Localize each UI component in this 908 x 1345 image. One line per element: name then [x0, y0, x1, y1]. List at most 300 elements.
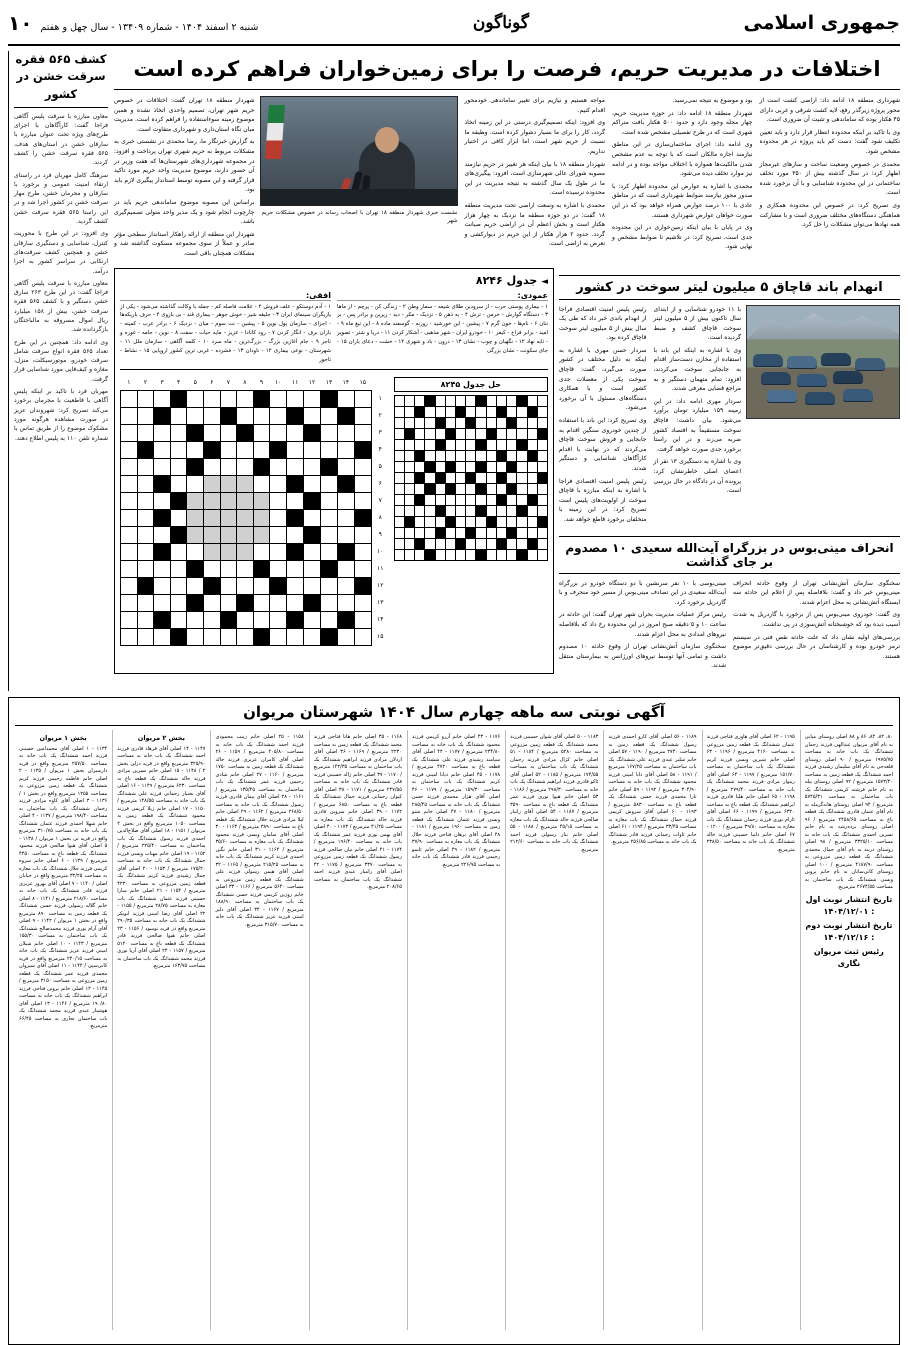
lead-region — [114, 96, 900, 262]
crossword-cell[interactable] — [187, 390, 204, 407]
crossword-cell[interactable] — [137, 424, 154, 441]
crossword-cell[interactable] — [354, 560, 371, 577]
upper-section — [8, 51, 900, 691]
crossword-col-number: ۷ — [226, 378, 230, 386]
crossword-cell[interactable] — [137, 611, 154, 628]
crossword-cell[interactable] — [220, 390, 237, 407]
solution-cell — [425, 505, 435, 516]
solution-cell — [435, 494, 445, 505]
solution-cell — [415, 516, 425, 527]
confiscated-vehicles-photo — [746, 305, 900, 419]
crossword-cell[interactable] — [270, 475, 287, 492]
crossword-cell[interactable] — [270, 424, 287, 441]
solution-cell — [404, 472, 414, 483]
sidebar — [8, 51, 108, 691]
crossword-block-cell — [354, 509, 371, 526]
crossword-cell[interactable] — [304, 509, 321, 526]
crossword-cell[interactable] — [253, 577, 270, 594]
solution-cell — [394, 428, 404, 439]
crossword-row — [121, 492, 389, 509]
solution-block-cell — [496, 450, 506, 461]
solution-cell — [486, 439, 496, 450]
crossword-cell[interactable] — [320, 407, 337, 424]
notice-signature: رئیس ثبت مریوان نگاری — [813, 946, 884, 968]
solution-cell — [404, 450, 414, 461]
crossword-cell[interactable] — [154, 628, 171, 645]
crossword-cell[interactable] — [237, 441, 254, 458]
crossword-block-cell — [253, 458, 270, 475]
solution-cell — [476, 516, 486, 527]
crossword-cell[interactable] — [270, 560, 287, 577]
crossword-grid-wrap[interactable] — [120, 375, 389, 646]
crossword-cell[interactable] — [253, 611, 270, 628]
solution-cell — [486, 472, 496, 483]
crossword-cell[interactable] — [270, 543, 287, 560]
lead-column-2: مواجه هستیم و نیازیم برای تغییر ساماندهی خودمحور اقدام کنیم. وی افزود: اینکه تصمیم‌گیری درستی در این زمینه اتخاذ گردد، کار را برای ما بسیار دشوار کرده است. وظیفه ما نسبت از حریم شهر است، اما ابزار کافی در اختیار نداریم. شهردار منطقه ۱۸ با بیان اینکه هر تغییر در حریم نیازمند مصوبه شورای عالی شهرسازی است، افزود: پیگیری‌های ما در طول یک سال گذشته به نتیجه مدیریت در این محدوده نرسیده است. محمدی با اشاره به وسعت اراضی تحت مدیریت منطقه ۱۸ گفت: در دو حوزه منطقه ما نزدیک به چهار هزار هکتار است و بخش اعظم آن در اراضی حریم صیانت گردد. حدود ۲ هزار هکتار از این حریم در دیوارکشی و تعرض به اراضی است. — [464, 97, 605, 248]
crossword-block-cell — [354, 441, 371, 458]
solution-cell — [537, 527, 547, 538]
crossword-shaded-cell[interactable] — [220, 526, 237, 543]
crossword-cell[interactable] — [237, 407, 254, 424]
crossword-cell[interactable] — [137, 526, 154, 543]
solution-cell — [476, 406, 486, 417]
solution-cell — [486, 450, 496, 461]
solution-cell — [456, 505, 466, 516]
lead-column-3: بود و موضوع به نتیجه نمی‌رسید. شهردار منطقه ۱۸ ادامه داد: در حوزه مدیریت حریم، چهار محله وجود دارد و حدود ۵۰۰ هکتار بافت متراکم شهری است که در طرح تفصیلی مشخص شده است. وی ادامه داد: اجرای ساختمان‌سازی در این مناطق نیازمند اجازه مالکان است که با توجه به عدم مشخص شدن مالکیت‌ها همواره با اختلاف مواجه بوده و در ادامه نیز موارد تخلف دیده می‌شود. محمدی با اشاره به عوارض این محدوده اظهار کرد: با صدور مجوز نیازمند ضوابط شهرداری است که در مناطق عادی با ۱۰۰ درصد عوارض همراه خواهد بود که در این صورت خواهان عوارض شهرداری هستند. وی در پایان با بیان اینکه زمین‌خواری در این محدوده جدی است، تصریح کرد: در تلاشیم تا ضوابط مشخص و نهایی شود. — [612, 97, 753, 251]
crossword-cell[interactable] — [287, 390, 304, 407]
crossword-cell[interactable] — [203, 390, 220, 407]
crossword-cell[interactable] — [170, 543, 187, 560]
solution-block-cell — [456, 538, 466, 549]
crossword-cell[interactable] — [320, 594, 337, 611]
crossword-cell[interactable] — [320, 526, 337, 543]
crossword-cell[interactable] — [337, 424, 354, 441]
crossword-cell[interactable] — [170, 577, 187, 594]
crossword-shaded-cell[interactable] — [237, 492, 254, 509]
solution-cell — [507, 450, 517, 461]
crossword-cell[interactable] — [121, 390, 138, 407]
crossword-cell[interactable] — [187, 441, 204, 458]
solution-cell — [517, 527, 527, 538]
crossword-cell[interactable] — [220, 577, 237, 594]
crossword-shaded-cell[interactable] — [220, 543, 237, 560]
crossword-shaded-cell[interactable] — [237, 543, 254, 560]
crossword-col-number: ۱ — [127, 378, 131, 386]
crossword-cell[interactable] — [304, 390, 321, 407]
solution-block-cell — [527, 450, 537, 461]
crossword-cell[interactable] — [137, 390, 154, 407]
crossword-cell[interactable] — [154, 458, 171, 475]
crossword-cell[interactable] — [253, 441, 270, 458]
solution-block-cell — [435, 505, 445, 516]
solution-cell — [537, 439, 547, 450]
solution-cell — [404, 494, 414, 505]
solution-cell — [507, 505, 517, 516]
solution-block-cell — [507, 461, 517, 472]
crossword-shaded-cell[interactable] — [237, 475, 254, 492]
crossword-cell[interactable] — [203, 458, 220, 475]
crossword-cell[interactable] — [354, 458, 371, 475]
crossword-cell[interactable] — [287, 577, 304, 594]
crossword-cell[interactable] — [270, 407, 287, 424]
crossword-block-cell — [170, 628, 187, 645]
solution-cell — [456, 395, 466, 406]
crossword-cell[interactable] — [237, 560, 254, 577]
crossword-cell[interactable] — [354, 628, 371, 645]
solution-cell — [517, 450, 527, 461]
crossword-cell[interactable] — [121, 594, 138, 611]
crossword-shaded-cell[interactable] — [203, 509, 220, 526]
crossword-block-cell — [187, 458, 204, 475]
crossword-cell[interactable] — [121, 458, 138, 475]
crossword-col-number: ۱۴ — [342, 378, 350, 386]
crossword-cell[interactable] — [121, 611, 138, 628]
crossword-cell[interactable] — [304, 543, 321, 560]
crossword-cell[interactable] — [121, 628, 138, 645]
solution-cell — [537, 538, 547, 549]
crossword-cell[interactable] — [137, 509, 154, 526]
solution-block-cell — [517, 439, 527, 450]
crossword-cell[interactable] — [121, 492, 138, 509]
crossword-cell[interactable] — [287, 526, 304, 543]
crossword-cell[interactable] — [237, 390, 254, 407]
crossword-col-number: ۶ — [210, 378, 214, 386]
crossword-cell[interactable] — [170, 441, 187, 458]
solution-cell — [456, 439, 466, 450]
crossword-cell[interactable] — [170, 424, 187, 441]
crossword-cell[interactable] — [270, 628, 287, 645]
crossword-cell[interactable] — [203, 407, 220, 424]
crossword-cell[interactable] — [304, 628, 321, 645]
crossword-cell[interactable] — [287, 424, 304, 441]
crossword-block-cell — [203, 441, 220, 458]
solution-row — [394, 472, 547, 483]
crossword-block-cell — [253, 390, 270, 407]
crossword-cell[interactable] — [337, 458, 354, 475]
crossword-cell[interactable] — [304, 407, 321, 424]
crossword-cell[interactable] — [270, 458, 287, 475]
crossword-cell[interactable] — [354, 424, 371, 441]
solution-block-cell — [435, 527, 445, 538]
solution-cell — [537, 450, 547, 461]
crossword-cell[interactable] — [154, 577, 171, 594]
solution-block-cell — [445, 516, 455, 527]
solution-cell — [394, 450, 404, 461]
solution-cell — [496, 527, 506, 538]
solution-cell — [445, 417, 455, 428]
solution-cell — [527, 549, 537, 560]
crossword-shaded-cell[interactable] — [187, 509, 204, 526]
crossword-shaded-cell[interactable] — [220, 509, 237, 526]
crossword-shaded-cell[interactable] — [253, 492, 270, 509]
crossword-cell[interactable] — [154, 441, 171, 458]
crossword-cell[interactable] — [137, 543, 154, 560]
crossword-cell[interactable] — [354, 492, 371, 509]
sidebar-body: معاون مبارزه با سرقت پلیس آگاهی فراجا گفت: کارآگاهان با اجرای طرح‌های ویژه تحت عنوان مبارزه با سارقان خشن در استان‌های هدف، ۵۶۵ فقره سرقت خشن را کشف کردند. سرهنگ کامل مهربان فرد در راستای ارتقاء امنیت عمومی و برخورد با سارقان و مجرمان خشن، طرح مهار سرقت خشن در کشور اجرا شد و در این راستا ۵۶۵ فقره سرقت خشن کشف گردید. وی افزود: در این طرح با محوریت کنترل، شناسایی و دستگیری سارقان خشن و همچنین کشف سرقت‌های ارتکابی در سراسر کشور به اجرا درآمد. معاون مبارزه با سرقت پلیس آگاهی فراجا گفت: در این طرح ۲۶۳ سارق خشن دستگیر و با کشف ۵۶۵ فقره سرقت خشن، بیش از ۱۵۸ میلیارد ریال اموال مسروقه به مالباختگان بازگردانده شد. وی ادامه داد: همچنین در این طرح تعداد ۵۶۵ فقره انواع سرقت شامل سرقت خودرو، موتورسیکلت، منزل، مغازه و کیف‌قاپی مورد شناسایی قرار گرفت. مهربان فرد با تاکید بر اینکه پلیس آگاهی با قاطعیت با مجرمان برخورد می‌کند تصریح کرد: شهروندان عزیز در صورت مشاهده هرگونه مورد مشکوک موضوع را از طریق تماس با شماره تلفن ۱۱۰ به پلیس اطلاع دهند. — [14, 112, 109, 442]
solution-cell — [435, 395, 445, 406]
crossword-cell[interactable] — [121, 509, 138, 526]
crossword-cell[interactable] — [154, 594, 171, 611]
crossword-shaded-cell[interactable] — [187, 492, 204, 509]
crossword-cell[interactable] — [354, 475, 371, 492]
solution-cell — [527, 395, 537, 406]
solution-cell — [425, 450, 435, 461]
crossword-cell[interactable] — [337, 526, 354, 543]
crossword-cell[interactable] — [203, 560, 220, 577]
crossword-grid[interactable] — [120, 375, 389, 646]
crossword-cell[interactable] — [320, 424, 337, 441]
crossword-cell[interactable] — [320, 441, 337, 458]
solution-cell — [517, 538, 527, 549]
crossword-cell[interactable] — [287, 560, 304, 577]
sidebar-title: کشف ۵۶۵ فقره سرقت خشن در کشور — [14, 51, 108, 108]
solution-cell — [486, 494, 496, 505]
crossword-cell[interactable] — [354, 526, 371, 543]
crossword-cell[interactable] — [121, 475, 138, 492]
crossword-cell[interactable] — [121, 424, 138, 441]
crossword-cell[interactable] — [270, 492, 287, 509]
crossword-cell[interactable] — [187, 628, 204, 645]
crossword-cell[interactable] — [154, 526, 171, 543]
crossword-shaded-cell[interactable] — [203, 492, 220, 509]
crossword-row-number: ۲ — [378, 412, 382, 420]
crossword-cell[interactable] — [220, 424, 237, 441]
crossword-cell[interactable] — [337, 390, 354, 407]
crossword-col-number: ۱۳ — [325, 378, 333, 386]
solution-cell — [537, 505, 547, 516]
crossword-cell[interactable] — [170, 611, 187, 628]
crossword-cell[interactable] — [121, 560, 138, 577]
crossword-cell[interactable] — [270, 390, 287, 407]
crossword-cell[interactable] — [337, 594, 354, 611]
solution-cell — [527, 516, 537, 527]
crossword-cell[interactable] — [237, 577, 254, 594]
crossword-cell[interactable] — [270, 594, 287, 611]
solution-cell — [537, 461, 547, 472]
crossword-cell[interactable] — [237, 458, 254, 475]
crossword-cell[interactable] — [354, 543, 371, 560]
crossword-cell[interactable] — [170, 458, 187, 475]
crossword-row — [121, 611, 389, 628]
solution-cell — [496, 483, 506, 494]
solution-cell — [496, 395, 506, 406]
crossword-cell[interactable] — [154, 492, 171, 509]
solution-cell — [507, 395, 517, 406]
solution-cell — [537, 417, 547, 428]
solution-cell — [456, 461, 466, 472]
crossword-cell[interactable] — [270, 509, 287, 526]
press-conference-photo — [260, 96, 458, 206]
solution-block-cell — [527, 494, 537, 505]
solution-cell — [394, 472, 404, 483]
solution-block-cell — [445, 428, 455, 439]
crossword-cell[interactable] — [320, 509, 337, 526]
crossword-cell[interactable] — [304, 611, 321, 628]
solution-cell — [394, 538, 404, 549]
crossword-shaded-cell[interactable] — [187, 526, 204, 543]
solution-cell — [537, 406, 547, 417]
crossword-cell[interactable] — [170, 475, 187, 492]
crossword-cell[interactable] — [203, 628, 220, 645]
crossword-cell[interactable] — [137, 458, 154, 475]
crossword-cell[interactable] — [170, 560, 187, 577]
solution-block-cell — [415, 406, 425, 417]
crossword-shaded-cell[interactable] — [253, 509, 270, 526]
solution-cell — [517, 472, 527, 483]
crossword-cell[interactable] — [304, 441, 321, 458]
solution-block-cell — [456, 406, 466, 417]
solution-cell — [445, 549, 455, 560]
crossword-cell[interactable] — [337, 628, 354, 645]
crossword-cell[interactable] — [253, 594, 270, 611]
crossword-cell[interactable] — [137, 492, 154, 509]
solution-cell — [517, 417, 527, 428]
crossword-cell[interactable] — [354, 594, 371, 611]
clues-across-text: ۱ - آدم دوستکو - علف فروش ۲ - علامت فاصله کم - جمله با وکالت گذاشته می‌شود - یکی از یاریگران سینمای ایران ۳ - جلیقه شیر - خوش جوهر - بیماری قند - بی بازوی ۴ - حرف باریکه‌ها - اجزای - سازمان پول نوین ۵ - پیشین - نت سوم - میان - نزدیک ۶ - برادر عرب - کمیته - باران برف - انگار کردن ۷ - رود کانادا - عزیز - مایه حیات - سفت ۸ - نوین - جامه - غوره و تاجر ۹ - جام آغازین بزرگ - بزرگ‌ترین - ماه سرد ۱۰ - کلمه آگاهی - سازمان ملل ۱۱ - شهرستان - نوعی بیماری ۱۲ - ناودان ۱۳ - فشرده - غربی ترین کشور اروپایی ۱۵ - نشاط - تاجور — [120, 303, 332, 363]
crossword-shaded-cell[interactable] — [203, 543, 220, 560]
crossword-cell[interactable] — [304, 560, 321, 577]
crossword-cell[interactable] — [287, 441, 304, 458]
sub1-col-2: با ۱۱ خودرو شناسایی و از ابتدای سال تاکنون بیش از ۵ میلیون لیتر سوخت قاچاق کشف و ضبط گردیده است. وی با اشاره به اینکه این باند با استفاده از مخازن دست‌ساز اقدام به جابجایی سوخت می‌کردند، افزود: تمام متهمان دستگیر و به مراجع قضایی معرفی شدند. سردار مهری ادامه داد: در این زمینه ۱۵۹ میلیارد تومان برآورد می‌شود. بیان داشت: قاچاق سوخت مستقیماً به اقتصاد کشور ضربه می‌زند و در این راستا برخورد جدی صورت خواهد گرفت. وی با اشاره به دستگیری ۱۳ نفر از اعضای اصلی خاطرنشان کرد: پرونده آن در دادگاه در حال بررسی است. — [653, 305, 741, 495]
crossword-row — [121, 424, 389, 441]
crossword-cell[interactable] — [337, 441, 354, 458]
crossword-cell[interactable] — [320, 543, 337, 560]
crossword-cell[interactable] — [270, 611, 287, 628]
crossword-shaded-cell[interactable] — [203, 526, 220, 543]
solution-block-cell — [415, 494, 425, 505]
crossword-shaded-cell[interactable] — [203, 475, 220, 492]
sub-article-1-title: انهدام باند قاچاق ۵ میلیون لیتر سوخت در کشور — [559, 275, 900, 300]
crossword-cell[interactable] — [337, 492, 354, 509]
notice-column: ۱۱۵۸ - ۲۵ اصلی خانم زینب محمودی فرزند احمد ششدانگ یک باب خانه به مساحت ۲۰۵/۸۰ مترمربع / ۱۱۵۹ - ۲۶ اصلی آقای کامران عزیزی فرزند خالد ششدانگ یک قطعه زمین به مساحت ۱۷۵۰ مترمربع / ۱۱۶۰ - ۲۷ اصلی خانم شادی رحیمی فرزند عمر ششدانگ یک باب ساختمان به مساحت ۱۳۵/۴۵ مترمربع / ۱۱۶۱ - ۲۸ اصلی آقای پیمان قادری فرزند رسول ششدانگ یک باب خانه به مساحت ۲۶۸/۵۰ مترمربع / ۱۱۶۲ - ۲۹ اصلی خانم لیلا مرادی فرزند جلال ششدانگ یک قطعه باغ به مساحت ۳۸۹۰ مترمربع / ۱۱۶۳ - ۳۰ اصلی آقای سامان ویسی فرزند محمود ششدانگ یک باب مغازه به مساحت ۳۵/۶۰ مترمربع / ۱۱۶۴ - ۳۱ اصلی خانم نگین احمدی فرزند کریم ششدانگ یک باب خانه به مساحت ۲۱۵/۲۵ مترمربع / ۱۱۶۵ - ۳۲ اصلی آقای هیمن رسولی فرزند علی ششدانگ یک قطعه زمین مزروعی به مساحت ۵۶۴۰ مترمربع / ۱۱۶۶ - ۳۳ اصلی خانم روژین کریمی فرزند حسن ششدانگ یک باب ساختمان به مساحت ۱۸۸/۹۰ مترمربع / ۱۱۶۷ - ۳۴ اصلی آقای دلیر امینی فرزند عزیز ششدانگ یک باب خانه به مساحت ۳۱۵/۷۰ مترمربع. — [210, 730, 303, 1330]
solution-cell — [496, 549, 506, 560]
crossword-cell[interactable] — [320, 611, 337, 628]
crossword-cell[interactable] — [337, 560, 354, 577]
crossword-shaded-cell[interactable] — [237, 526, 254, 543]
solution-cell — [456, 417, 466, 428]
crossword-cell[interactable] — [287, 594, 304, 611]
crossword-cell[interactable] — [203, 594, 220, 611]
crossword-cell[interactable] — [220, 458, 237, 475]
crossword-cell[interactable] — [154, 424, 171, 441]
crossword-cell[interactable] — [203, 611, 220, 628]
crossword-cell[interactable] — [187, 543, 204, 560]
notice-column: بخش ۲ مریوان ۱۱۴۷ - ۱۴ اصلی آقای فرهاد قادری فرزند احمد ششدانگ یک باب خانه به مساحت ۳۲۵/۹۰ مترمربع واقع در قریه دزلی بخش ۲ / ۱۱۴۸ - ۱۵ اصلی خانم نسرین مرادی فرزند خالد ششدانگ یک قطعه باغ به مساحت ۶۲۳۰ مترمربع / ۱۱۴۹ - ۱۶ اصلی آقای بختیار رحمانی فرزند علی ششدانگ یک باب خانه به مساحت ۱۴۸/۵۵ مترمربع / ۱۱۵۰ - ۱۷ اصلی خانم ژیلا کریمی فرزند محمود ششدانگ یک قطعه زمین به مساحت ۱۰۵۰ مترمربع واقع در بخش ۲ مریوان / ۱۱۵۱ - ۱۸ اصلی آقای صلاح‌الدین احمدی فرزند رسول ششدانگ یک باب ساختمان به مساحت ۲۲۵/۴۰ مترمربع / ۱۱۵۲ - ۱۹ اصلی خانم مهتاب ویسی فرزند جمال ششدانگ یک باب خانه به مساحت ۱۷۵/۲۰ مترمربع / ۱۱۵۳ - ۲۰ اصلی آقای جمال رشیدی فرزند کریم ششدانگ یک قطعه زمین مزروعی به مساحت ۴۲۳۰ مترمربع / ۱۱۵۴ - ۲۱ اصلی خانم سارا حسینی فرزند عثمان ششدانگ یک باب مغازه به مساحت ۲۸/۷۵ مترمربع / ۱۱۵۵ - ۲۲ اصلی آقای رضا امینی فرزند ابوبکر ششدانگ یک باب خانه به مساحت ۲۹۰/۳۵ مترمربع واقع در قریه نوسود / ۱۱۵۶ - ۲۳ اصلی خانم هیوا صالحی فرزند قادر ششدانگ یک قطعه باغ به مساحت ۵۱۲۰ مترمربع / ۱۱۵۷ - ۲۴ اصلی آقای آریا نوری فرزند محمد ششدانگ یک باب ساختمان به مساحت ۱۶۳/۷۵ مترمربع. — [112, 730, 205, 1330]
iran-flag — [265, 105, 285, 159]
crossword-cell[interactable] — [203, 424, 220, 441]
solution-cell — [466, 406, 476, 417]
masthead — [8, 6, 900, 46]
crossword-cell[interactable] — [253, 424, 270, 441]
crossword-shaded-cell[interactable] — [220, 475, 237, 492]
crossword-cell[interactable] — [154, 390, 171, 407]
crossword-cell[interactable] — [337, 577, 354, 594]
clues-down — [337, 291, 548, 365]
crossword-cell[interactable] — [337, 509, 354, 526]
crossword-shaded-cell[interactable] — [253, 526, 270, 543]
crossword-col-number: ۱۰ — [274, 378, 282, 386]
crossword-cell[interactable] — [187, 475, 204, 492]
solution-cell — [445, 395, 455, 406]
crossword-cell[interactable] — [121, 526, 138, 543]
crossword-cell[interactable] — [187, 611, 204, 628]
crossword-cell[interactable] — [237, 628, 254, 645]
crossword-cell[interactable] — [220, 441, 237, 458]
crossword-cell[interactable] — [154, 560, 171, 577]
lead-column-4: شهرداری منطقه ۱۸ ادامه داد: اراضی کشت است از محور پروژه زیرگذر رفع، لایه کشت شرقی و غربی دارای ۴۵ هکتار بوده که ساماندهی و تثبیت آن ضروری است. وی با تاکید بر اینکه محدوده انتظار قرار دارد و باید تعیین تکلیف شود گفت: دست کم باید پروژه در هر محدوده مشخص شود. محمدی در خصوص وضعیت ساخت و سازهای غیرمجاز اظهار کرد: در سال گذشته بیش از ۳۵۰ مورد تخلف ساختمانی در این محدوده شناسایی و با آن برخورد شده است. وی تصریح کرد: در خصوص این محدوده همکاری و هماهنگی دستگاه‌های مختلف ضروری است و با مشارکت همه نهادها می‌توان مشکلات را حل کرد. — [759, 97, 901, 229]
crossword-shaded-cell[interactable] — [220, 492, 237, 509]
solution-row — [394, 494, 547, 505]
crossword-cell[interactable] — [121, 407, 138, 424]
crossword-cell[interactable] — [320, 475, 337, 492]
crossword-cell[interactable] — [187, 407, 204, 424]
crossword-cell[interactable] — [170, 407, 187, 424]
solution-cell — [486, 527, 496, 538]
crossword-cell[interactable] — [220, 628, 237, 645]
crossword-cell[interactable] — [220, 594, 237, 611]
crossword-cell[interactable] — [304, 577, 321, 594]
crossword-cell[interactable] — [354, 611, 371, 628]
crossword-block-cell — [337, 407, 354, 424]
crossword-cell[interactable] — [237, 611, 254, 628]
solution-cell — [466, 428, 476, 439]
crossword-row-number: ۸ — [378, 514, 382, 522]
solution-block-cell — [496, 538, 506, 549]
solution-cell — [517, 428, 527, 439]
solution-block-cell — [404, 516, 414, 527]
crossword-cell[interactable] — [270, 526, 287, 543]
crossword-cell[interactable] — [354, 407, 371, 424]
crossword-cell[interactable] — [354, 390, 371, 407]
crossword-cell[interactable] — [137, 407, 154, 424]
crossword-shaded-cell[interactable] — [237, 509, 254, 526]
crossword-cell[interactable] — [287, 492, 304, 509]
crossword-block-cell — [354, 577, 371, 594]
crossword-row-number: ۱۴ — [376, 616, 384, 624]
crossword-cell[interactable] — [287, 458, 304, 475]
crossword-cell[interactable] — [320, 492, 337, 509]
clues-across-label: افقی: — [120, 291, 331, 301]
crossword-cell[interactable] — [287, 628, 304, 645]
crossword-cell[interactable] — [320, 577, 337, 594]
crossword-cell[interactable] — [137, 628, 154, 645]
crossword-cell[interactable] — [253, 543, 270, 560]
crossword-cell[interactable] — [304, 475, 321, 492]
crossword-block-cell — [170, 492, 187, 509]
crossword-cell[interactable] — [137, 560, 154, 577]
crossword-cell[interactable] — [121, 577, 138, 594]
crossword-cell[interactable] — [253, 407, 270, 424]
solution-cell — [486, 505, 496, 516]
crossword-cell[interactable] — [187, 577, 204, 594]
crossword-cell[interactable] — [121, 543, 138, 560]
solution-cell — [435, 406, 445, 417]
solution-row — [394, 538, 547, 549]
crossword-cell[interactable] — [220, 560, 237, 577]
crossword-cell[interactable] — [304, 458, 321, 475]
notice-column: ۸۰، ۸۲، ۸۴، ۸۶ و ۸۸ اصلی روستای میانی به نام آقای مریوان عبدالهی فرزند رحمان ششدانگ یک باب خانه به مساحت ۱۹۷۵/۷۵ مترمربع / ۹۰ اصلی روستای قلعه‌جی به نام آقای سلیمان رشیدی فرزند احمد ششدانگ یک قطعه زمین به مساحت ۱۵۷۳/۴۰ مترمربع / ۹۲ اصلی روستای بیله به نام خانم فرشته کریمی ششدانگ یک باب ساختمان به مساحت ۵۷۴۵/۳۱ مترمربع / ۹۴ اصلی روستای هانه‌گرمله به نام آقای عثمان قادری ششدانگ یک قطعه باغ به مساحت ۲۴۵۸/۶۵ مترمربع / ۹۶ اصلی روستای برده‌رشه به نام خانم نسرین احمدی ششدانگ یک باب خانه به مساحت ۳۳۲۵/۱۰ مترمربع / ۹۸ اصلی روستای دربند به نام آقای جمال محمدی ششدانگ یک قطعه زمین مزروعی به مساحت ۴۱۸۷/۹۰ مترمربع / ۱۰۰ اصلی روستای کانی‌سانان به نام خانم پروین ویسی ششدانگ یک باب ساختمان به مساحت ۲۶۷۴/۵۵ مترمربع. تاریخ انتشار نوبت اول : ۱۴۰۴/۱۲/۰۱ تاریخ انتشار نوبت دوم : ۱۴۰۴/۱۲/۱۶ رئیس ثبت مریوان نگاری — [800, 730, 893, 1330]
solution-cell — [466, 549, 476, 560]
crossword-cell[interactable] — [170, 594, 187, 611]
crossword-cell[interactable] — [253, 475, 270, 492]
crossword-cell[interactable] — [137, 475, 154, 492]
crossword-cell[interactable] — [137, 594, 154, 611]
solution-cell — [527, 417, 537, 428]
crossword-cell[interactable] — [170, 509, 187, 526]
solution-cell — [445, 505, 455, 516]
crossword-cell[interactable] — [121, 441, 138, 458]
issue-line: شنبه ۲ اسفند ۱۴۰۴ - شماره ۱۳۴۰۹ - سال چهل و هفتم — [40, 22, 259, 33]
